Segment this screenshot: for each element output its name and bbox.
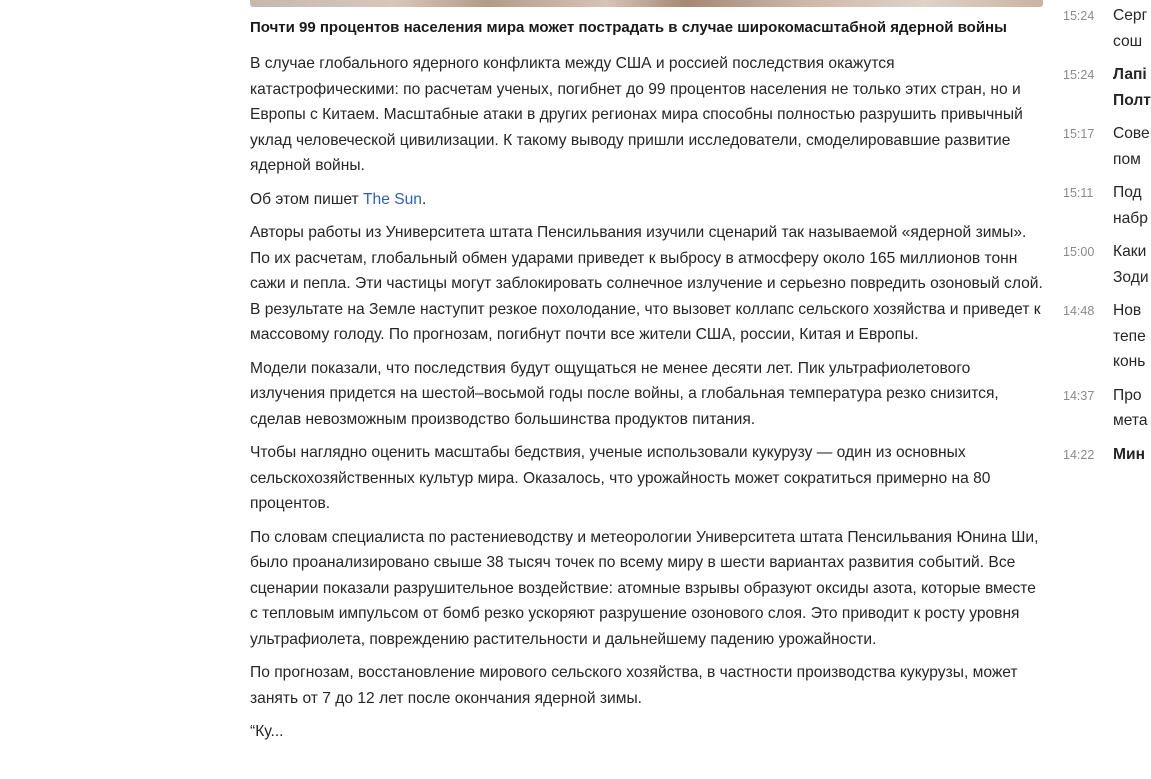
- article-paragraph-5: Чтобы наглядно оценить масштабы бедствия, ученые использовали кукурузу — один из основных сельскохозяйственных культур мира. Оказалось, что урожайность может сократиться примерно на 80 процентов.: [250, 444, 991, 512]
- article-hero-image: [250, 0, 1043, 7]
- article-paragraph-6: По словам специалиста по растениеводству и метеорологии Университета штата Пенсильвания Юнина Ши, было проанализировано свыше 38 тысяч точек по всему миру в шести вариантах развития событий. Все сценарии показали разрушительное воздействие: атомные взрывы образуют оксиды азота, которые вместе с тепловым импульсом от бомб резко ускоряют разрушение озонового слоя. Это приводит к росту уровня ультрафиолета, повреждению растительности и дальнейшему падению урожайности.: [250, 528, 1039, 648]
- news-time: 15:24: [1063, 9, 1095, 23]
- article-paragraph-4: Модели показали, что последствия будут ощущаться не менее десяти лет. Пик ультрафиолетового излучения придется на шестой–восьмой годы после войны, а глобальная температура резко снизится, сделав невозможным производство большинства продуктов питания.: [250, 359, 999, 428]
- news-title[interactable]: Лапі Полт: [1113, 66, 1151, 109]
- source-suffix: .: [421, 190, 427, 208]
- image-caption: Почти 99 процентов населения мира может пострадать в случае широкомасштабной ядерной войны: [250, 19, 1007, 36]
- news-time: 14:22: [1063, 447, 1095, 462]
- article-paragraph-7: По прогнозам, восстановление мирового сельского хозяйства, в частности производства кукурузы, может занять от 7 до 12 лет после окончания ядерной зимы.: [250, 664, 1018, 707]
- news-item[interactable]: [1063, 3, 1148, 54]
- news-title[interactable]: Под набр: [1113, 184, 1148, 227]
- news-time: 15:11: [1063, 186, 1094, 200]
- news-title[interactable]: Каки Зоди: [1113, 243, 1149, 286]
- article-paragraph-1: В случае глобального ядерного конфликта между США и россией последствия окажутся катастрофическими: по расчетам ученых, погибнет до 99 процентов населения не только этих стран, но и Европы с Китаем. Масштабные атаки в других регионах мира способны полностью разрушить привычный уклад человеческой цивилизации. К такому выводу пришли исследователи, смоделировавшие развитие ядерной войны.: [250, 55, 1023, 174]
- news-time: 14:37: [1063, 388, 1095, 403]
- news-item[interactable]: [1063, 383, 1148, 434]
- news-time: 15:24: [1063, 68, 1095, 82]
- article-paragraph-8: “Ку...: [250, 723, 284, 740]
- news-item[interactable]: [1063, 298, 1144, 375]
- news-title[interactable]: Про мета: [1113, 386, 1148, 429]
- news-time: 15:00: [1063, 245, 1095, 259]
- article-paragraph-3: Авторы работы из Университета штата Пенсильвания изучили сценарий так называемой «ядерной зимы». По их расчетам, глобальный обмен ударами приведет к выбросу в атмосферу около 165 миллионов тонн сажи и пепла. Эти частицы могут заблокировать солнечное излучение и серьезно повредить озоновый слой. В результате на Земле наступит резкое похолодание, что вызовет коллапс сельского хозяйства и приведет к массовому голоду. По прогнозам, погибнут почти все жители США, россии, Китая и Европы.: [250, 224, 1043, 343]
- source-prefix: Об этом пишет: [250, 190, 363, 208]
- news-title[interactable]: Нов тепе конь: [1113, 302, 1146, 370]
- news-item[interactable]: [1063, 180, 1148, 231]
- news-item[interactable]: [1063, 62, 1151, 113]
- source-link[interactable]: The Sun: [363, 190, 422, 208]
- news-title[interactable]: Серг сош: [1113, 7, 1148, 50]
- news-item[interactable]: [1063, 442, 1144, 469]
- news-title[interactable]: Сове пом: [1113, 125, 1150, 168]
- news-title[interactable]: Мин: [1113, 445, 1145, 463]
- news-time: 15:17: [1063, 127, 1095, 141]
- news-item[interactable]: [1063, 121, 1150, 172]
- news-time: 14:48: [1063, 304, 1095, 318]
- article-source-line: [250, 187, 1043, 213]
- news-item[interactable]: [1063, 239, 1149, 290]
- article-body: [250, 17, 1043, 745]
- news-feed-sidebar: [1063, 3, 1151, 476]
